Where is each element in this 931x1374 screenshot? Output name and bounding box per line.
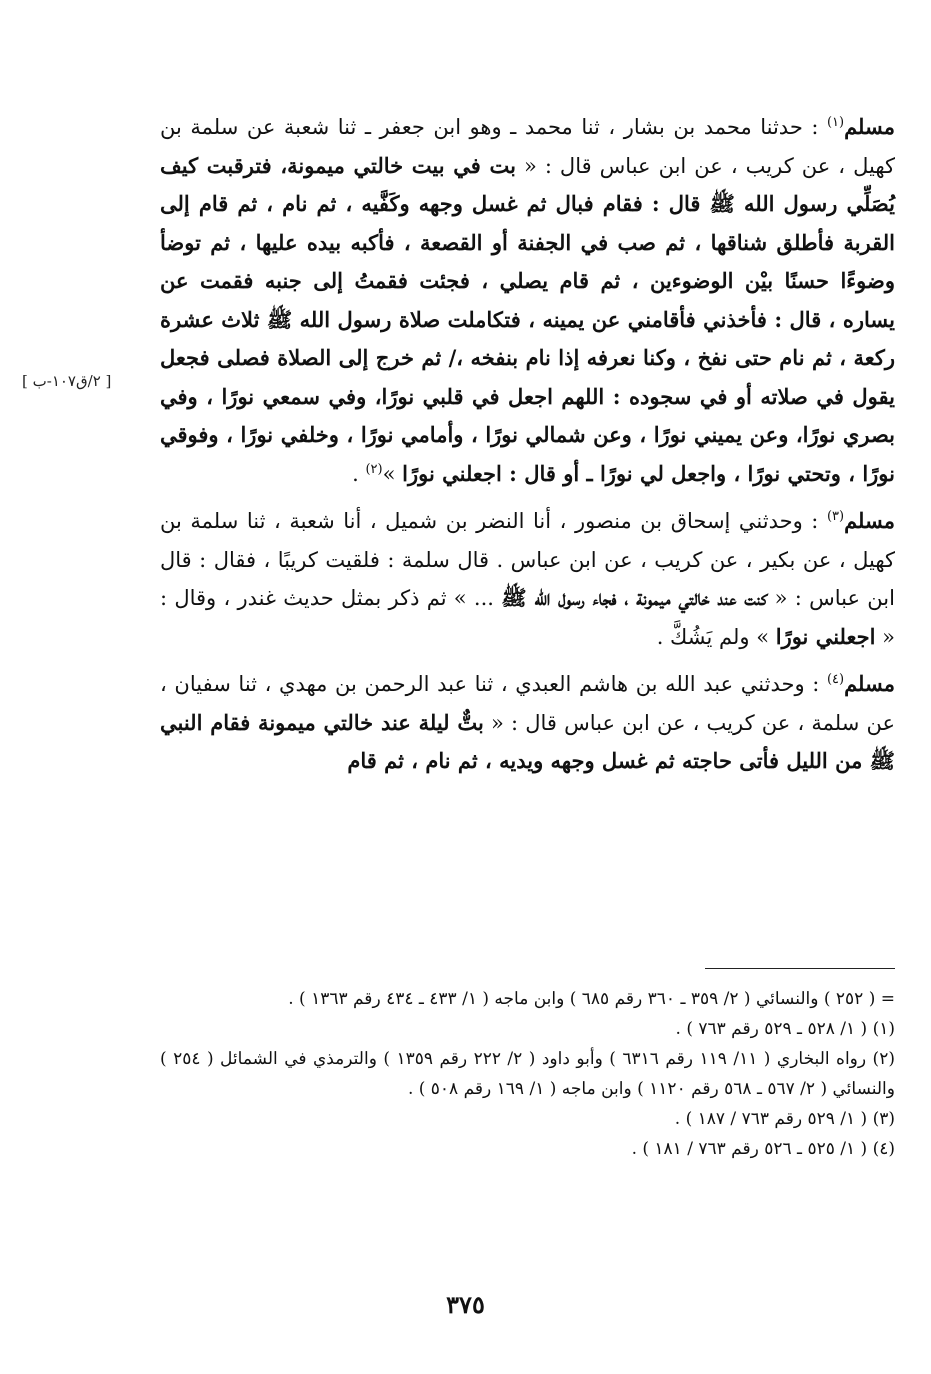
hadith-paragraph-1: [160, 108, 895, 493]
hadith-paragraph-2: [160, 502, 895, 656]
footnote-4: (٤) ( ١/ ٥٢٥ ـ ٥٢٦ رقم ٧٦٣ / ١٨١ ) .: [631, 1139, 895, 1159]
footnote-ref[interactable]: (٣): [826, 509, 845, 524]
margin-note: [ ٢/ق١٠٧-ب ]: [22, 372, 112, 390]
matn-text: بتٌّ ليلة عند خالتي ميمونة فقام النبي ﷺ من الليل فأتى حاجته ثم غسل وجهه ويديه ، ثم نام ، ثم قام: [160, 709, 895, 773]
footnotes: [160, 984, 895, 1164]
footnote-2: (٢) رواه البخاري ( ١١/ ١١٩ رقم ٦٣١٦ ) وأبو داود ( ٢/ ٢٢٢ رقم ١٣٥٩ ) والترمذي في الشمائل ( ٢٥٤ ) والنسائي ( ٢/ ٥٦٧ ـ ٥٦٨ رقم ١١٢٠ ) وابن ماجه ( ١/ ١٦٩ رقم ٥٠٨ ) .: [160, 1049, 895, 1099]
isnad-text: : وحدثني إسحاق بن منصور ، أنا النضر بن شميل ، أنا شعبة ، ثنا سلمة بن كهيل ، عن بكير ، عن كريب ، عن ابن عباس . قال سلمة : فلقيت كريبًا ، فقال : قال ابن عباس : «: [160, 509, 895, 610]
footnote-1: (١) ( ١/ ٥٢٨ ـ ٥٢٩ رقم ٧٦٣ ) .: [675, 1019, 895, 1039]
paragraph-end: .: [352, 461, 366, 486]
plain-text: ... » ثم ذكر بمثل حديث غندر ، وقال : «: [160, 586, 895, 649]
footnote-3: (٣) ( ١/ ٥٢٩ رقم ٧٦٣ / ١٨٧ ) .: [674, 1109, 895, 1129]
main-text: [160, 108, 895, 790]
matn-text: كنت عند خالتي ميمونة ، فجاء رسول الله ﷺ: [501, 585, 768, 610]
footnote-ref[interactable]: (٢): [365, 461, 383, 477]
narrator-lead: مسلم: [844, 508, 895, 533]
quote-close: »: [382, 461, 403, 486]
footnote-ref[interactable]: (٤): [826, 672, 845, 687]
isnad-text: : وحدثني عبد الله بن هاشم العبدي ، ثنا عبد الرحمن بن مهدي ، ثنا سفيان ، عن سلمة ، عن كريب ، عن ابن عباس قال : «: [160, 672, 895, 735]
narrator-lead: مسلم: [844, 671, 895, 696]
matn-text: اجعلني نورًا: [775, 623, 876, 649]
matn-text: بت في بيت خالتي ميمونة، فترقبت كيف يُصَلِّي رسول الله ﷺ قال : فقام فبال ثم غسل وجهه وكَفَّيه ، ثم نام ، ثم قام إلى القربة فأطلق شناقها ، ثم صب في الجفنة أو القصعة ، فأكبه بيده عليها ، ثم توضأ وضوءًا حسنًا بيْن الوضوءين ، ثم قام يصلي ، فجئت فقمتُ إلى جنبه فقمت عن يساره ، قال : فأخذني فأقامني عن يمينه ، فتكاملت صلاة رسول الله ﷺ ثلاث عشرة ركعة ، ثم نام حتى نفخ ، وكنا نعرفه إذا نام بنفخه ،/ ثم خرج إلى الصلاة فصلى فجعل يقول في صلاته أو في سجوده : اللهم اجعل في قلبي نورًا، وفي سمعي نورًا ، وفي بصري نورًا، وعن يميني نورًا ، وعن شمالي نورًا ، وأمامي نورًا ، وخلفي نورًا ، وفوقي نورًا ، وتحتي نورًا ، واجعل لي نورًا ـ أو قال : اجعلني نورًا: [160, 152, 895, 486]
isnad-text: : حدثنا محمد بن بشار ، ثنا محمد ـ وهو ابن جعفر ـ ثنا شعبة عن سلمة بن كهيل ، عن كريب ، عن ابن عباس قال : «: [160, 115, 895, 178]
footnote-ref[interactable]: (١): [826, 115, 845, 130]
narrator-lead: مسلم: [844, 114, 895, 139]
hadith-paragraph-3: [160, 665, 895, 781]
footnote-divider: [705, 968, 895, 969]
page-number: ٣٧٥: [446, 1290, 485, 1319]
footnote-continuation: = ( ٢٥٢ ) والنسائي ( ٢/ ٣٥٩ ـ ٣٦٠ رقم ٦٨٥ ) وابن ماجه ( ١/ ٤٣٣ ـ ٤٣٤ رقم ١٣٦٣ ) .: [288, 989, 895, 1009]
paragraph-end: » ولم يَشُكَّ .: [656, 624, 776, 649]
